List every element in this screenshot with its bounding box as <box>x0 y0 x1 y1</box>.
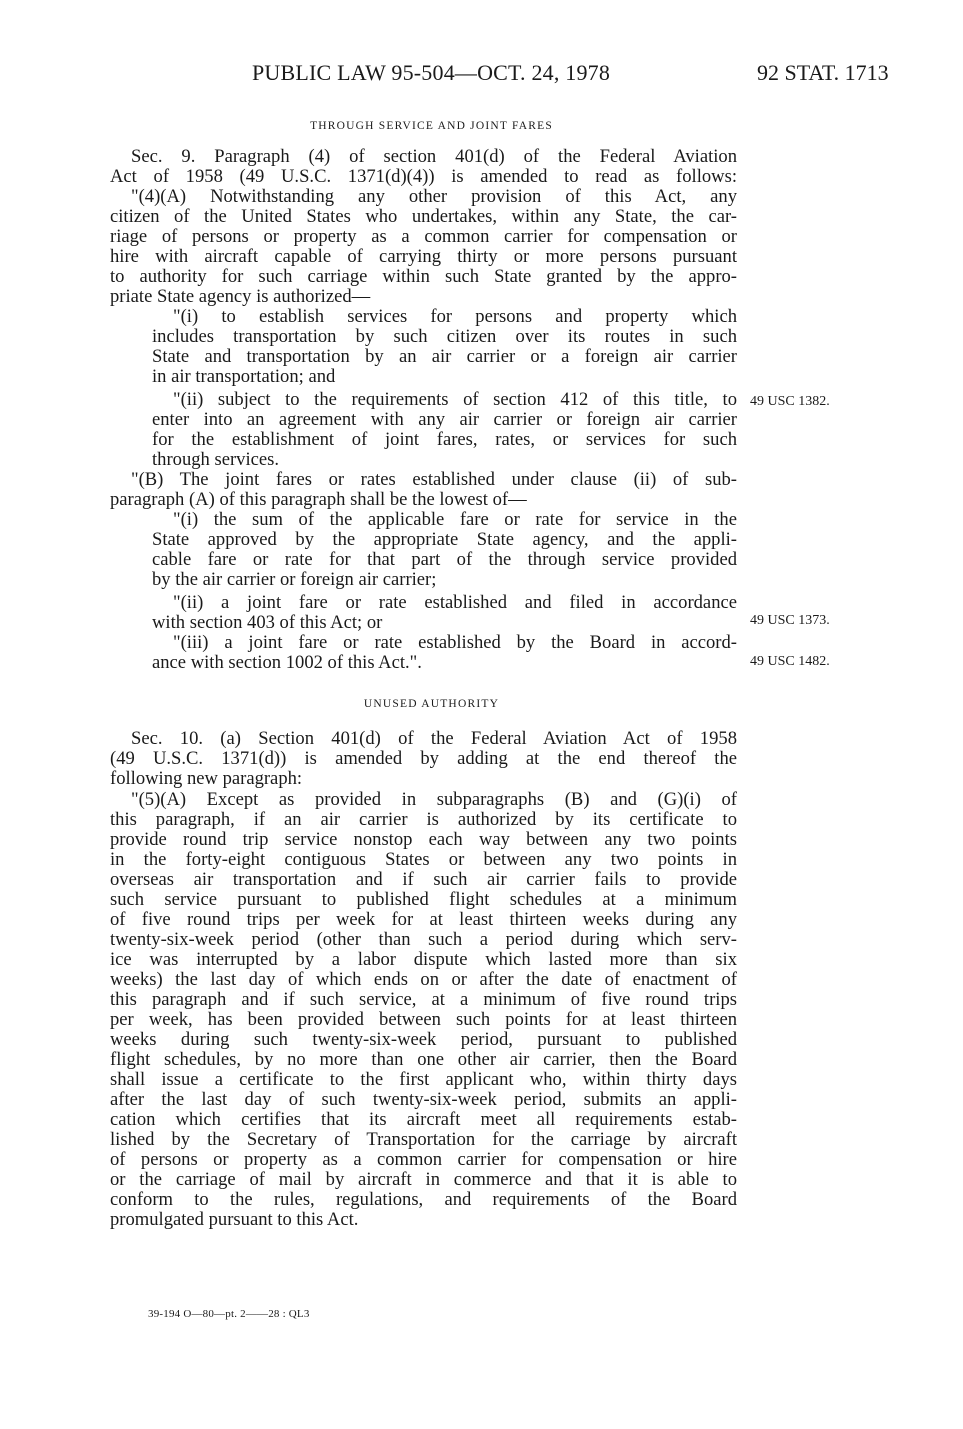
s10-line: weeks) the last day of which ends on or after the date of enactment of <box>110 969 737 990</box>
s9-line: in air transportation; and <box>152 366 336 387</box>
s9-line: hire with aircraft capable of carrying thirty or more persons pursuant <box>110 246 737 267</box>
s10-line: this paragraph, if an air carrier is authorized by its certificate to <box>110 809 737 830</box>
s9-line: State and transportation by an air carrier or a foreign air carrier <box>152 346 737 367</box>
margin-citation: 49 USC 1382. <box>750 394 830 409</box>
s9-line: "(i) the sum of the applicable fare or rate for service in the <box>173 509 737 530</box>
s10-line: this paragraph and if such service, at a minimum of five round trips <box>110 989 737 1010</box>
s10-line: such service pursuant to published flight schedules at a minimum <box>110 889 737 910</box>
s9-line: "(i) to establish services for persons and property which <box>173 306 737 327</box>
s9-line: through services. <box>152 449 280 470</box>
s9-line: "(iii) a joint fare or rate established by the Board in accord- <box>173 632 737 653</box>
s10-line: flight schedules, by no more than one other air carrier, then the Board <box>110 1049 737 1070</box>
s10-line: after the last day of such twenty-six-week period, submits an appli- <box>110 1089 737 1110</box>
running-head: PUBLIC LAW 95-504—OCT. 24, 1978 <box>252 60 611 85</box>
s10-line: twenty-six-week period (other than such a period during which serv- <box>110 929 737 950</box>
s10-line: of persons or property as a common carrier for compensation or hire <box>110 1149 737 1170</box>
s9-line: to authority for such carriage within such State granted by the appro- <box>110 266 737 287</box>
s10-line: conform to the rules, regulations, and requirements of the Board <box>110 1189 737 1210</box>
s10-line: overseas air transportation and if such air carrier fails to provide <box>110 869 737 890</box>
s9-line: "(4)(A) Notwithstanding any other provision of this Act, any <box>131 186 737 207</box>
s9-line: enter into an agreement with any air carrier or foreign air carrier <box>152 409 737 430</box>
margin-citation: 49 USC 1373. <box>750 613 830 628</box>
print-code-footer: 39-194 O—80—pt. 2——28 : QL3 <box>148 1308 310 1320</box>
s10-line: promulgated pursuant to this Act. <box>110 1209 359 1230</box>
s9-line: State approved by the appropriate State agency, and the appli- <box>152 529 737 550</box>
s9-line: paragraph (A) of this paragraph shall be the lowest of— <box>110 489 527 510</box>
page-stat-number: 92 STAT. 1713 <box>757 60 889 85</box>
s10-line: in the forty-eight contiguous States or between any two points in <box>110 849 737 870</box>
s9-line: "(B) The joint fares or rates established under clause (ii) of sub- <box>131 469 737 490</box>
section-9-title: THROUGH SERVICE AND JOINT FARES <box>310 120 553 132</box>
s10-line: per week, has been provided between such points for at least thirteen <box>110 1009 737 1030</box>
margin-citation: 49 USC 1482. <box>750 654 830 669</box>
s10-line: ice was interrupted by a labor dispute which lasted more than six <box>110 949 737 970</box>
s10-line: (49 U.S.C. 1371(d)) is amended by adding at the end thereof the <box>110 748 737 769</box>
s10-line: weeks during such twenty-six-week period, pursuant to published <box>110 1029 737 1050</box>
s10-line: or the carriage of mail by aircraft in commerce and that it is able to <box>110 1169 737 1190</box>
section-10-title: UNUSED AUTHORITY <box>363 698 500 710</box>
s10-line: Sec. 10. (a) Section 401(d) of the Federal Aviation Act of 1958 <box>131 728 737 749</box>
s10-line: cation which certifies that its aircraft meet all requirements estab- <box>110 1109 737 1130</box>
s9-line: cable fare or rate for that part of the through service provided <box>152 549 737 570</box>
s10-line: shall issue a certificate to the first applicant who, within thirty days <box>110 1069 737 1090</box>
s9-line: Act of 1958 (49 U.S.C. 1371(d)(4)) is amended to read as follows: <box>110 166 737 187</box>
s10-line: "(5)(A) Except as provided in subparagraphs (B) and (G)(i) of <box>131 789 737 810</box>
s9-line: by the air carrier or foreign air carrier; <box>152 569 437 590</box>
s9-line: Sec. 9. Paragraph (4) of section 401(d) of the Federal Aviation <box>131 146 737 167</box>
s9-line: for the establishment of joint fares, rates, or services for such <box>152 429 737 450</box>
s9-line: citizen of the United States who undertakes, within any State, the car- <box>110 206 737 227</box>
s9-line: includes transportation by such citizen over its routes in such <box>152 326 737 347</box>
s9-line: priate State agency is authorized— <box>110 286 371 307</box>
s10-line: lished by the Secretary of Transportation for the carriage by aircraft <box>110 1129 737 1150</box>
s9-line: riage of persons or property as a common carrier for compensation or <box>110 226 737 247</box>
s10-line: provide round trip service nonstop each way between any two points <box>110 829 737 850</box>
s10-line: following new paragraph: <box>110 768 303 789</box>
s9-line: "(ii) a joint fare or rate established and filed in accordance <box>173 592 737 613</box>
s10-line: of five round trips per week for at least thirteen weeks during any <box>110 909 737 930</box>
s9-line: "(ii) subject to the requirements of section 412 of this title, to <box>173 389 737 410</box>
s9-line: with section 403 of this Act; or <box>152 612 383 633</box>
s9-line: ance with section 1002 of this Act.". <box>152 652 422 673</box>
